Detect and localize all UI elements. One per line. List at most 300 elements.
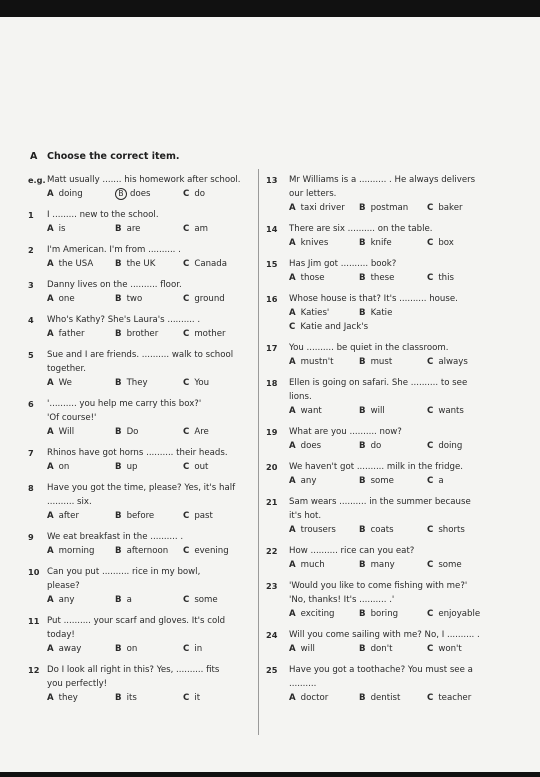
answer-option[interactable] <box>115 460 137 474</box>
question-line: today! <box>47 630 75 640</box>
answer-options <box>47 222 253 236</box>
answer-option[interactable] <box>115 222 140 236</box>
option-text: any <box>300 476 317 486</box>
question-item <box>28 348 253 390</box>
option-text: past <box>194 511 213 521</box>
answer-option[interactable] <box>183 257 227 271</box>
question-number: 12 <box>28 665 40 675</box>
answer-option[interactable] <box>289 355 334 369</box>
option-text: won't <box>438 644 462 654</box>
option-letter: C <box>427 644 434 654</box>
option-text: don't <box>370 644 393 654</box>
question-item <box>266 376 500 418</box>
question-line: What are you .......... now? <box>289 427 402 437</box>
answer-options <box>289 306 500 320</box>
option-text: must <box>370 357 393 367</box>
question-line: How .......... rice can you eat? <box>289 546 415 556</box>
question-item <box>266 425 500 453</box>
option-letter: B <box>359 406 366 416</box>
answer-options <box>47 425 253 439</box>
option-text: enjoyable <box>438 609 481 619</box>
answer-option[interactable] <box>115 187 150 201</box>
answer-option[interactable] <box>289 691 328 705</box>
option-text: Are <box>194 427 209 437</box>
question-line: 'Of course!' <box>47 413 97 423</box>
option-letter: A <box>289 406 296 416</box>
option-text: postman <box>370 203 409 213</box>
question-number: 9 <box>28 532 34 542</box>
question-number: 8 <box>28 483 34 493</box>
option-letter: B <box>115 693 122 703</box>
question-text <box>47 278 253 292</box>
option-text: Canada <box>194 259 228 269</box>
answer-options <box>289 474 500 488</box>
answer-options <box>47 187 253 201</box>
question-number: 22 <box>266 546 278 556</box>
option-letter: A <box>47 595 54 605</box>
question-text <box>47 397 253 425</box>
question-text <box>47 614 253 642</box>
question-number: 21 <box>266 497 278 507</box>
answer-option[interactable] <box>289 523 336 537</box>
option-text: Katie and Jack's <box>300 322 369 332</box>
answer-option[interactable] <box>47 187 83 201</box>
question-text <box>47 313 253 327</box>
question-item <box>28 208 253 236</box>
option-text: does <box>130 189 151 199</box>
question-number: 14 <box>266 224 278 234</box>
question-line: Put .......... your scarf and gloves. It's cold <box>47 616 226 626</box>
question-item <box>266 222 500 250</box>
answer-option[interactable] <box>289 439 321 453</box>
option-text: do <box>194 189 206 199</box>
option-text: it <box>194 693 201 703</box>
answer-options <box>289 355 500 369</box>
option-letter: C <box>427 525 434 535</box>
option-letter: B <box>359 609 366 619</box>
answer-option[interactable] <box>289 201 345 215</box>
option-text: exciting <box>300 609 335 619</box>
question-number: 11 <box>28 616 40 626</box>
option-letter: C <box>427 238 434 248</box>
answer-option[interactable] <box>47 292 75 306</box>
answer-option[interactable] <box>427 271 454 285</box>
option-letter: A <box>47 644 54 654</box>
option-letter: C <box>427 609 434 619</box>
option-text: do <box>370 441 382 451</box>
option-text: up <box>126 462 138 472</box>
answer-option[interactable] <box>359 474 394 488</box>
question-line: You .......... be quiet in the classroom. <box>289 343 449 353</box>
circled-answer-letter: B <box>115 188 127 200</box>
option-letter: B <box>359 273 366 283</box>
answer-option[interactable] <box>427 523 465 537</box>
option-text: the USA <box>58 259 94 269</box>
question-line: Sue and I are friends. .......... walk to school <box>47 350 234 360</box>
option-letter: A <box>47 329 54 339</box>
question-line: There are six .......... on the table. <box>289 224 433 234</box>
question-text <box>47 446 253 460</box>
answer-option[interactable] <box>47 593 74 607</box>
option-letter: A <box>289 238 296 248</box>
question-line: Will you come sailing with me? No, I .......... . <box>289 630 480 640</box>
answer-option[interactable] <box>427 439 462 453</box>
answer-option[interactable] <box>183 222 208 236</box>
answer-option[interactable] <box>289 236 328 250</box>
question-item <box>28 397 253 439</box>
answer-option[interactable] <box>115 292 142 306</box>
option-text: teacher <box>438 693 472 703</box>
question-text <box>47 481 253 509</box>
answer-option[interactable] <box>115 327 158 341</box>
option-letter: C <box>427 441 434 451</box>
option-letter: A <box>47 294 54 304</box>
answer-option[interactable] <box>289 558 325 572</box>
answer-option[interactable] <box>427 201 463 215</box>
answer-option[interactable] <box>183 425 209 439</box>
option-letter: C <box>183 259 190 269</box>
option-letter: B <box>115 595 122 605</box>
question-line: 'Would you like to come fishing with me?' <box>289 581 468 591</box>
option-text: out <box>194 462 209 472</box>
question-item <box>28 243 253 271</box>
answer-option[interactable] <box>427 607 480 621</box>
answer-option[interactable] <box>289 607 335 621</box>
answer-option[interactable] <box>115 425 138 439</box>
question-item <box>266 257 500 285</box>
option-text: baker <box>438 203 463 213</box>
question-text <box>47 173 253 187</box>
answer-options <box>47 544 253 558</box>
option-letter: C <box>183 224 190 234</box>
question-line: please? <box>47 581 80 591</box>
question-line: I ......... new to the school. <box>47 210 159 220</box>
option-letter: C <box>183 378 190 388</box>
question-line: .......... six. <box>47 497 92 507</box>
answer-option[interactable] <box>47 509 79 523</box>
question-item <box>28 278 253 306</box>
answer-option[interactable] <box>115 691 137 705</box>
question-text <box>289 628 500 642</box>
question-item <box>28 481 253 523</box>
question-line: Can you put .......... rice in my bowl, <box>47 567 201 577</box>
section-letter: A <box>30 151 38 162</box>
question-text <box>47 208 253 222</box>
question-text <box>47 565 253 593</box>
answer-option[interactable] <box>115 376 148 390</box>
question-text <box>47 663 253 691</box>
option-letter: C <box>289 322 296 332</box>
option-letter: C <box>427 476 434 486</box>
option-text: those <box>300 273 325 283</box>
option-letter: A <box>47 259 54 269</box>
question-item <box>28 530 253 558</box>
option-letter: B <box>359 203 366 213</box>
option-letter: B <box>359 644 366 654</box>
answer-option[interactable] <box>183 642 202 656</box>
question-item <box>266 495 500 537</box>
question-number: 2 <box>28 245 34 255</box>
answer-option[interactable] <box>427 691 471 705</box>
answer-option[interactable] <box>183 509 213 523</box>
question-line: Rhinos have got horns .......... their heads. <box>47 448 228 458</box>
option-letter: A <box>289 609 296 619</box>
answer-options <box>289 691 500 705</box>
answer-option[interactable] <box>359 306 392 320</box>
left-column <box>28 173 253 705</box>
question-text <box>47 243 253 257</box>
answer-options-extra <box>289 320 500 334</box>
option-text: doing <box>58 189 83 199</box>
question-text <box>289 222 500 236</box>
question-number: 15 <box>266 259 278 269</box>
answer-option[interactable] <box>427 558 462 572</box>
answer-option[interactable] <box>47 257 93 271</box>
option-text: some <box>438 560 462 570</box>
option-letter: A <box>289 357 296 367</box>
answer-option[interactable] <box>427 642 462 656</box>
answer-option[interactable] <box>289 271 325 285</box>
option-letter: A <box>47 462 54 472</box>
question-number: 25 <box>266 665 278 675</box>
option-letter: C <box>183 511 190 521</box>
option-letter: B <box>115 378 122 388</box>
answer-option[interactable] <box>115 642 137 656</box>
question-line: together. <box>47 364 86 374</box>
option-text: Katies' <box>300 308 330 318</box>
answer-options <box>289 201 500 215</box>
answer-option[interactable] <box>183 292 225 306</box>
option-letter: B <box>115 546 122 556</box>
question-item <box>28 446 253 474</box>
option-text: a <box>438 476 444 486</box>
option-letter: C <box>427 406 434 416</box>
answer-option[interactable] <box>47 691 78 705</box>
column-divider <box>258 169 259 735</box>
option-text: shorts <box>438 525 465 535</box>
option-text: does <box>300 441 322 451</box>
answer-option[interactable] <box>359 558 395 572</box>
question-line: Sam wears .......... in the summer because <box>289 497 471 507</box>
answer-option[interactable] <box>47 376 72 390</box>
option-text: want <box>300 406 322 416</box>
answer-option[interactable] <box>359 642 392 656</box>
question-line: Danny lives on the .......... floor. <box>47 280 182 290</box>
answer-option[interactable] <box>359 523 394 537</box>
option-text: one <box>58 294 75 304</box>
option-letter: A <box>47 224 54 234</box>
option-text: much <box>300 560 325 570</box>
question-line: you perfectly! <box>47 679 108 689</box>
answer-option[interactable] <box>47 327 85 341</box>
answer-option[interactable] <box>47 222 66 236</box>
question-line: Mr Williams is a .......... . He always delivers <box>289 175 476 185</box>
question-item <box>28 313 253 341</box>
question-number: e.g. <box>28 175 46 185</box>
option-text: will <box>300 644 315 654</box>
answer-option[interactable] <box>427 236 454 250</box>
question-number: 24 <box>266 630 278 640</box>
question-text <box>47 348 253 376</box>
option-text: after <box>58 511 79 521</box>
answer-options <box>47 642 253 656</box>
option-text: afternoon <box>126 546 169 556</box>
option-letter: B <box>115 644 122 654</box>
question-line: '.......... you help me carry this box?' <box>47 399 202 409</box>
option-letter: B <box>115 259 122 269</box>
question-item <box>266 544 500 572</box>
question-text <box>289 425 500 439</box>
option-text: father <box>58 329 85 339</box>
question-number: 17 <box>266 343 278 353</box>
question-number: 18 <box>266 378 278 388</box>
answer-option[interactable] <box>289 642 315 656</box>
option-letter: B <box>359 693 366 703</box>
answer-options <box>289 236 500 250</box>
option-text: Katie <box>370 308 393 318</box>
option-letter: B <box>115 511 122 521</box>
question-number: 5 <box>28 350 34 360</box>
option-letter: C <box>183 462 190 472</box>
option-letter: C <box>183 329 190 339</box>
option-letter: B <box>359 357 366 367</box>
question-text <box>289 257 500 271</box>
option-text: many <box>370 560 395 570</box>
option-text: You <box>194 378 210 388</box>
option-letter: B <box>359 476 366 486</box>
option-text: coats <box>370 525 394 535</box>
answer-option[interactable] <box>427 474 444 488</box>
option-text: boring <box>370 609 399 619</box>
option-letter: A <box>47 378 54 388</box>
answer-option[interactable] <box>359 201 408 215</box>
option-text: evening <box>194 546 229 556</box>
option-letter: B <box>115 462 122 472</box>
answer-option[interactable] <box>183 691 200 705</box>
option-letter: B <box>359 238 366 248</box>
question-line: Has Jim got .......... book? <box>289 259 397 269</box>
answer-options <box>289 439 500 453</box>
answer-option[interactable] <box>359 271 394 285</box>
option-text: before <box>126 511 155 521</box>
question-text <box>289 460 500 474</box>
answer-option[interactable] <box>289 404 322 418</box>
option-text: trousers <box>300 525 336 535</box>
answer-option[interactable] <box>115 544 168 558</box>
answer-option[interactable] <box>359 355 392 369</box>
question-item <box>28 565 253 607</box>
question-line: lions. <box>289 392 312 402</box>
option-text: ground <box>194 294 225 304</box>
question-number: 6 <box>28 399 34 409</box>
answer-option[interactable] <box>359 691 400 705</box>
question-line: Have you got a toothache? You must see a <box>289 665 473 675</box>
option-text: wants <box>438 406 464 416</box>
option-text: always <box>438 357 468 367</box>
option-text: brother <box>126 329 159 339</box>
option-text: they <box>58 693 78 703</box>
answer-options <box>47 691 253 705</box>
answer-option[interactable] <box>359 439 381 453</box>
question-item <box>266 460 500 488</box>
answer-option[interactable] <box>289 320 368 334</box>
question-item <box>28 614 253 656</box>
answer-option[interactable] <box>427 404 464 418</box>
question-number: 19 <box>266 427 278 437</box>
option-letter: A <box>47 427 54 437</box>
question-number: 13 <box>266 175 278 185</box>
option-letter: B <box>359 308 366 318</box>
worksheet-page <box>0 17 540 772</box>
answer-option[interactable] <box>115 257 155 271</box>
answer-option[interactable] <box>427 355 468 369</box>
option-text: two <box>126 294 143 304</box>
option-letter: A <box>47 546 54 556</box>
option-letter: B <box>115 294 122 304</box>
answer-option[interactable] <box>183 376 209 390</box>
option-text: mother <box>194 329 226 339</box>
answer-option[interactable] <box>183 327 226 341</box>
question-number: 7 <box>28 448 34 458</box>
question-line: .......... <box>289 679 317 689</box>
question-text <box>47 530 253 544</box>
answer-option[interactable] <box>183 544 229 558</box>
section-title: Choose the correct item. <box>47 151 180 162</box>
option-letter: C <box>183 546 190 556</box>
option-letter: A <box>289 525 296 535</box>
answer-option[interactable] <box>359 404 385 418</box>
answer-option[interactable] <box>289 474 316 488</box>
question-item <box>266 579 500 621</box>
question-number: 1 <box>28 210 34 220</box>
question-text <box>289 495 500 523</box>
answer-option[interactable] <box>115 593 132 607</box>
question-line: We haven't got .......... milk in the fridge. <box>289 462 464 472</box>
option-text: mustn't <box>300 357 334 367</box>
question-number: 10 <box>28 567 40 577</box>
answer-option[interactable] <box>47 425 74 439</box>
option-text: a <box>126 595 132 605</box>
answer-option[interactable] <box>183 187 205 201</box>
question-item <box>266 341 500 369</box>
answer-option[interactable] <box>183 460 208 474</box>
option-text: Do <box>126 427 139 437</box>
answer-option[interactable] <box>47 460 69 474</box>
question-item <box>266 628 500 656</box>
question-line: Do I look all right in this? Yes, .......... fits <box>47 665 220 675</box>
question-line: Who's Kathy? She's Laura's .......... . <box>47 315 201 325</box>
question-line: it's hot. <box>289 511 322 521</box>
answer-option[interactable] <box>359 236 392 250</box>
answer-option[interactable] <box>359 607 398 621</box>
question-text <box>289 341 500 355</box>
option-text: doctor <box>300 693 329 703</box>
question-item <box>266 173 500 215</box>
answer-option[interactable] <box>115 509 154 523</box>
question-line: I'm American. I'm from .......... . <box>47 245 181 255</box>
question-text <box>289 292 500 306</box>
option-text: Will <box>58 427 75 437</box>
option-text: are <box>126 224 141 234</box>
answer-option[interactable] <box>47 544 94 558</box>
question-item <box>28 173 253 201</box>
option-text: on <box>126 644 138 654</box>
option-letter: B <box>359 560 366 570</box>
answer-option[interactable] <box>47 642 81 656</box>
answer-option[interactable] <box>289 306 329 320</box>
option-text: will <box>370 406 385 416</box>
answer-option[interactable] <box>183 593 218 607</box>
